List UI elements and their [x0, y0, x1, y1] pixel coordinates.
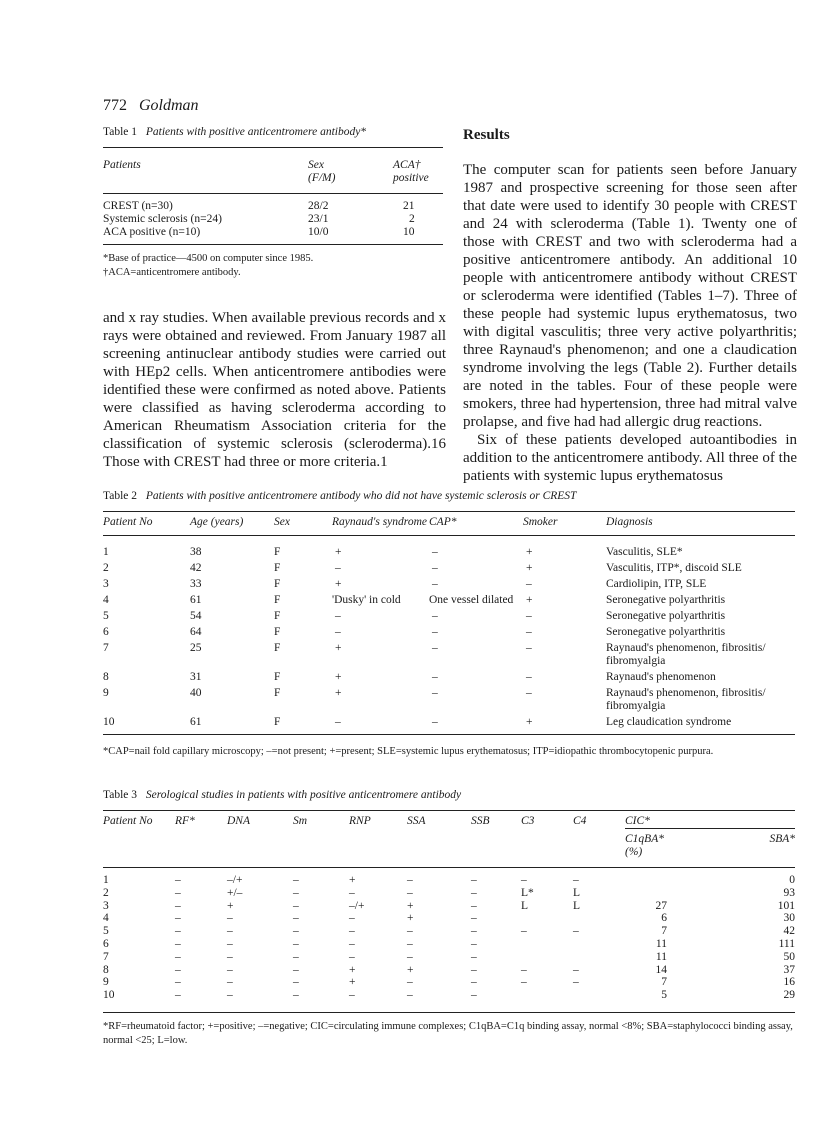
table-row: [103, 874, 795, 887]
table-row: [103, 713, 795, 729]
table3-header: Sm: [293, 815, 308, 827]
table3-cell: –: [407, 937, 413, 950]
table1-header-aca: [393, 149, 443, 185]
table1-cell: ACA positive (n=10): [103, 226, 201, 238]
table3-cell: 93: [783, 886, 795, 899]
table3-cell: –: [521, 976, 527, 989]
table2-cell: 54: [190, 610, 202, 622]
table2-top-rule: [103, 511, 795, 512]
table1-header-patients: Patients: [103, 159, 141, 171]
table3-cell: –: [175, 899, 181, 912]
table1-cell: 21: [403, 200, 415, 212]
table2-cell: Seronegative polyarthritis: [606, 594, 726, 606]
table2-cell: 10: [103, 716, 115, 728]
table3-cell: 0: [789, 874, 795, 886]
table2-cell: +: [335, 578, 342, 590]
table2-cell: 5: [103, 610, 109, 622]
table3-cell: –: [175, 886, 181, 899]
table2-header: Sex: [274, 516, 290, 528]
table2-cell: –: [432, 546, 438, 558]
table2-cell: Leg claudication syndrome: [606, 716, 732, 728]
results-paragraph-1: The computer scan for patients seen before January 1987 and prospective screening for those seen after that date were used to identify 30 people with CREST and 24 with scleroderma (Table 1). Twenty one of those with CREST and two with scleroderma had a positive anticentromere antibody. An additional 10 people with anticentromere antibody without CREST or scleroderma were identified (Tables 1–7). Three of these people had systemic lupus erythematosus, two with digital vasculitis; three very active polyarthritis; three Raynaud's phenomenon; and one a claudication syndrome involving the legs (Table 2). Further details are noted in the tables. Four of these people were smokers, three had hypertension, three had mitral valve prolapse, and five had had allergic drug reactions.: [463, 162, 797, 430]
table3-cell: –: [407, 874, 413, 886]
table3-cell: 111: [778, 937, 795, 950]
table3-cell: +/–: [227, 886, 243, 899]
table2-cell: F: [274, 578, 281, 590]
table2-cell: –: [432, 642, 438, 654]
table1-cell: Systemic sclerosis (n=24): [103, 213, 222, 225]
table3-cell: –: [407, 989, 413, 1002]
table3-note: *RF=rheumatoid factor; +=positive; –=negative; CIC=circulating immune complexes; C1qBA=C1q binding assay, normal <8%; SBA=staphylococci binding assay, normal <25; L=low.: [103, 1021, 793, 1046]
table3-cell: –: [471, 963, 477, 976]
table1-notes: [103, 252, 443, 280]
table-row: [103, 536, 795, 560]
table1-note: †ACA=anticentromere antibody.: [103, 267, 241, 278]
table3-cell: +: [407, 963, 414, 976]
table2-cell: +: [335, 642, 342, 654]
table1-bottom-rule: [103, 244, 443, 245]
table2-cell: 2: [103, 562, 109, 574]
table2-cell: –: [432, 716, 438, 728]
table2-cell: –: [432, 671, 438, 683]
table3-cell: –: [175, 989, 181, 1002]
table2-label: Table 2: [103, 490, 138, 502]
table3-cell: 4: [103, 912, 109, 925]
table-row: [103, 900, 795, 913]
table3-cell: +: [349, 976, 356, 989]
table2-cell: 25: [190, 642, 202, 654]
table3-cell: 7: [103, 950, 109, 963]
table3-cell: –: [293, 886, 299, 899]
table2-cell: 33: [190, 578, 202, 590]
table3-cell: –: [349, 989, 355, 1002]
running-header: [103, 97, 199, 115]
page-number: 772: [103, 97, 127, 114]
table2-cell: F: [274, 671, 281, 683]
table1-header-aca-label: ACA†: [393, 159, 421, 171]
table-row: [103, 887, 795, 900]
table2-cell: 7: [103, 642, 109, 654]
table3-header: SSB: [471, 815, 490, 827]
table3-cell: –: [407, 976, 413, 989]
table3-cell: –: [293, 874, 299, 886]
table-row: [103, 591, 795, 607]
table3-cell: [573, 938, 625, 951]
table3-cell: 11: [655, 937, 667, 950]
table3-cell: 1: [103, 874, 109, 886]
table2-header: CAP*: [429, 516, 457, 528]
table2-cell: 64: [190, 626, 202, 638]
table1-note: *Base of practice—4500 on computer since 1985.: [103, 253, 314, 264]
table1-header-sex-label: Sex: [308, 159, 324, 171]
methods-paragraph: [103, 309, 446, 471]
table2-bottom-rule: [103, 734, 795, 735]
table1-header-aca-sub: positive: [393, 172, 429, 184]
table3-subheader-sba: SBA*: [769, 833, 795, 845]
table3-subheader-c1qba: C1qBA* (%): [625, 833, 664, 858]
table2-cell: –: [526, 610, 532, 622]
table2-cell: 'Dusky' in cold: [332, 594, 401, 606]
methods-text: and x ray studies. When available previous records and x rays were obtained and reviewed. From January 1987 all screening antinuclear antibody studies were carried out with HEp2 cells. When anticentromere antibodies were identified these were confirmed as noted above. Patients were classified as having scleroderma according to American Rheumatism Association criteria for the classification of systemic sclerosis (scleroderma).16 Those with CREST had three or more criteria.1: [103, 310, 446, 470]
table2-header: Diagnosis: [606, 516, 653, 528]
table2-cell: 42: [190, 562, 202, 574]
table3-cell: +: [227, 899, 234, 912]
table2-cell: 3: [103, 578, 109, 590]
table2-cell: 6: [103, 626, 109, 638]
table2-cell: Vasculitis, ITP*, discoid SLE: [606, 562, 742, 574]
table3-cell: –: [227, 925, 233, 938]
table-row: [103, 684, 795, 713]
table2-cell: –: [432, 578, 438, 590]
table2: [103, 514, 795, 729]
table3-cell: +: [407, 912, 414, 925]
table3-cell: [573, 951, 625, 964]
table3-cell: –: [175, 976, 181, 989]
table2-cell: 8: [103, 671, 109, 683]
table3-cell: –/+: [349, 899, 365, 912]
table1-cell: CREST (n=30): [103, 200, 173, 212]
table3-cell: –: [175, 925, 181, 938]
table3-cell: –: [349, 925, 355, 938]
table3-cell: L: [573, 886, 581, 899]
table3-cell: –: [227, 989, 233, 1002]
table3-cell: 3: [103, 899, 109, 912]
table-row: [103, 976, 795, 989]
table2-cell: +: [526, 562, 533, 574]
table3-cell: 30: [783, 912, 795, 925]
table3-cell: –: [407, 925, 413, 938]
table1-caption-text: Patients with positive anticentromere antibody*: [145, 126, 367, 138]
table3-cell: –: [349, 886, 355, 899]
table3-cell: –: [471, 937, 477, 950]
table3-header: C4: [573, 815, 587, 827]
table2-cell: Seronegative polyarthritis: [606, 610, 726, 622]
table3-cell: 10: [103, 989, 115, 1002]
table2-cell: +: [526, 594, 533, 606]
table3-cell: –: [175, 912, 181, 925]
table3-cell: 6: [661, 912, 667, 925]
table-row: [103, 226, 443, 239]
table3-cell: –: [293, 989, 299, 1002]
table2-note: *CAP=nail fold capillary microscopy; –=not present; +=present; SLE=systemic lupus erythematosus; ITP=idiopathic thrombocytopenic purpura.: [103, 746, 714, 757]
author-name: Goldman: [139, 97, 199, 114]
table3-cell: [521, 951, 573, 964]
table2-cell: +: [335, 671, 342, 683]
table3-cell: [521, 912, 573, 925]
table3-cell: 50: [783, 950, 795, 963]
table3-cell: [625, 874, 681, 887]
table3-cell: 5: [103, 925, 109, 938]
results-paragraph-2: Six of these patients developed autoantibodies in addition to the anticentromere antibody. All three of the patients with systemic lupus erythematosus: [463, 432, 797, 484]
table3-label: Table 3: [103, 789, 138, 801]
results-body: [463, 161, 797, 485]
table2-cell: F: [274, 716, 281, 728]
table3-cell: –: [175, 937, 181, 950]
table2-cell: Vasculitis, SLE*: [606, 546, 683, 558]
table1-cell: 28/2: [308, 200, 329, 212]
table3-cell: 9: [103, 976, 109, 989]
table-row: [103, 925, 795, 938]
table3-cell: 101: [777, 899, 795, 912]
table2-cell: +: [526, 546, 533, 558]
table3-cell: –: [175, 874, 181, 886]
table3-header-cic: CIC*: [625, 815, 650, 827]
table3-cell: –: [227, 937, 233, 950]
table3-cell: –: [293, 976, 299, 989]
table3-top-rule: [103, 810, 795, 811]
table2-cell: 61: [190, 716, 202, 728]
table3-cell: –: [293, 963, 299, 976]
table1-top-rule: [103, 147, 443, 148]
table3-cell: –: [471, 989, 477, 1002]
table2-cell: –: [335, 626, 341, 638]
table3-cell: 6: [103, 937, 109, 950]
table3-cell: 7: [661, 976, 667, 989]
table3-cell: –/+: [227, 874, 243, 886]
table3-cell: +: [349, 963, 356, 976]
table-row: [103, 559, 795, 575]
table-row: [103, 575, 795, 591]
table2-header: Raynaud's syndrome: [332, 516, 427, 528]
table3-cell: –: [573, 925, 579, 938]
table2-cell: F: [274, 546, 281, 558]
table3-cell: –: [227, 963, 233, 976]
table2-cell: Raynaud's phenomenon: [606, 671, 716, 683]
table3-cell: –: [349, 950, 355, 963]
table3-cell: +: [407, 899, 414, 912]
table-row: [103, 951, 795, 964]
table2-cell: –: [432, 687, 438, 699]
table1-header-sex-sub: (F/M): [308, 172, 336, 184]
table3-cell: –: [349, 937, 355, 950]
table2-cell: 38: [190, 546, 202, 558]
table3-cell: 2: [103, 886, 109, 899]
table3-cell: –: [471, 950, 477, 963]
table2-cell: 9: [103, 687, 109, 699]
table2-header: Age (years): [190, 516, 244, 528]
table1-cell: 23/1: [308, 213, 329, 225]
table2-cell: –: [432, 610, 438, 622]
table2-cell: One vessel dilated: [429, 594, 514, 606]
table2-cell: –: [432, 562, 438, 574]
results-heading: Results: [463, 127, 510, 143]
table3-cell: –: [573, 963, 579, 976]
table2-cell: +: [335, 687, 342, 699]
table3: [103, 812, 795, 1002]
table3-caption-text: Serological studies in patients with positive anticentromere antibody: [145, 789, 462, 801]
table3-cell: –: [349, 912, 355, 925]
table-row: [103, 668, 795, 684]
table2-cell: 1: [103, 546, 109, 558]
table3-caption: [103, 789, 461, 801]
table-row: [103, 607, 795, 623]
table3-cell: 14: [655, 963, 667, 976]
table2-cell: F: [274, 687, 281, 699]
table1-cell: 2: [409, 213, 415, 225]
table3-cell: –: [407, 886, 413, 899]
table3-cell: –: [471, 925, 477, 938]
table3-cell: [573, 989, 625, 1002]
table2-header: Smoker: [523, 516, 558, 528]
table2-cell: F: [274, 594, 281, 606]
table3-cell: –: [521, 874, 527, 886]
table3-cell: [625, 887, 681, 900]
table2-caption-text: Patients with positive anticentromere antibody who did not have systemic sclerosis or CREST: [145, 490, 577, 502]
table3-cell: –: [293, 950, 299, 963]
table-row: [103, 964, 795, 977]
table-row: [103, 938, 795, 951]
table1-label: Table 1: [103, 126, 138, 138]
table2-cell: F: [274, 642, 281, 654]
table3-cell: –: [175, 950, 181, 963]
table3-cell: [521, 938, 573, 951]
table2-cell: 31: [190, 671, 202, 683]
table3-cell: –: [227, 950, 233, 963]
table3-header: Patient No: [103, 815, 153, 827]
table3-cell: –: [471, 976, 477, 989]
table3-cell: –: [521, 963, 527, 976]
table2-cell: 4: [103, 594, 109, 606]
table3-cell: 5: [661, 989, 667, 1002]
table3-cell: 27: [655, 899, 667, 912]
table3-cell: [573, 912, 625, 925]
table1: [103, 149, 443, 239]
table2-cell: –: [526, 687, 532, 699]
table2-cell: –: [432, 626, 438, 638]
table3-cell: –: [521, 925, 527, 938]
table3-cell: –: [471, 886, 477, 899]
table2-cell: Raynaud's phenomenon, fibrositis/ fibromyalgia: [606, 642, 766, 667]
table3-header: RNP: [349, 815, 371, 827]
table1-cell: 10/0: [308, 226, 329, 238]
table3-cell: –: [227, 976, 233, 989]
table3-cell: –: [227, 912, 233, 925]
table2-cell: +: [526, 716, 533, 728]
table1-caption: [103, 126, 366, 138]
table3-cell: –: [293, 937, 299, 950]
table3-cell: 37: [783, 963, 795, 976]
table3-cell: 29: [783, 989, 795, 1002]
table2-cell: –: [526, 578, 532, 590]
table3-cell: L*: [521, 886, 534, 899]
table2-cell: Raynaud's phenomenon, fibrositis/ fibromyalgia: [606, 687, 766, 712]
table2-caption: [103, 490, 576, 502]
table3-cell: L: [573, 899, 581, 912]
table-row: [103, 213, 443, 226]
table3-cell: –: [573, 874, 579, 886]
table2-cell: F: [274, 610, 281, 622]
table3-header: DNA: [227, 815, 250, 827]
table2-cell: –: [526, 671, 532, 683]
table3-cell: –: [293, 899, 299, 912]
table3-cell: +: [349, 874, 356, 886]
table3-cell: 7: [661, 925, 667, 938]
table1-cell: 10: [403, 226, 415, 238]
table3-cell: [521, 989, 573, 1002]
table3-cell: –: [407, 950, 413, 963]
table3-cell: 11: [655, 950, 667, 963]
table2-header: Patient No: [103, 516, 153, 528]
table3-cell: L: [521, 899, 529, 912]
table3-cell: 8: [103, 963, 109, 976]
table-row: [103, 639, 795, 668]
table2-cell: F: [274, 562, 281, 574]
table3-cell: –: [293, 912, 299, 925]
table3-cell: 16: [783, 976, 795, 989]
table-row: [103, 912, 795, 925]
table2-cell: –: [335, 716, 341, 728]
table-row: [103, 200, 443, 213]
table2-cell: F: [274, 626, 281, 638]
table3-cell: –: [293, 925, 299, 938]
table3-header: SSA: [407, 815, 426, 827]
table2-cell: –: [526, 626, 532, 638]
table-row: [103, 623, 795, 639]
table2-cell: –: [526, 642, 532, 654]
table3-cell: –: [471, 899, 477, 912]
table3-cell: –: [175, 963, 181, 976]
table3-cell: –: [471, 912, 477, 925]
table3-cell: –: [471, 874, 477, 886]
table3-cell: 42: [783, 925, 795, 938]
table2-cell: –: [335, 610, 341, 622]
table2-cell: Cardiolipin, ITP, SLE: [606, 578, 707, 590]
table3-header: C3: [521, 815, 535, 827]
table2-cell: 40: [190, 687, 202, 699]
table3-bottom-rule: [103, 1012, 795, 1013]
table1-header-sex: [308, 149, 393, 185]
table2-cell: +: [335, 546, 342, 558]
table2-cell: –: [335, 562, 341, 574]
table3-cell: –: [573, 976, 579, 989]
table-row: [103, 989, 795, 1002]
table2-cell: 61: [190, 594, 202, 606]
table2-cell: Seronegative polyarthritis: [606, 626, 726, 638]
table3-header: RF*: [175, 815, 195, 827]
